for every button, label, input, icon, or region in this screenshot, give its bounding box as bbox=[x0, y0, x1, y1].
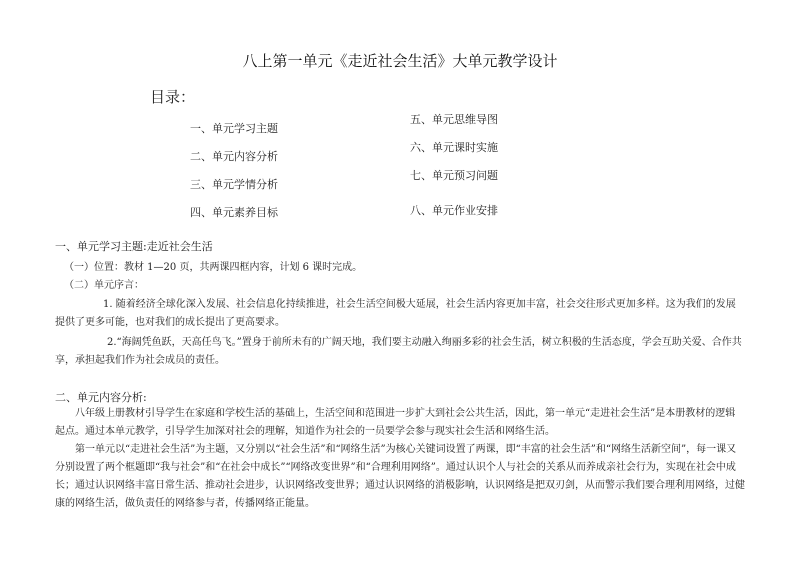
content-paragraph-2: 第一单元以“走进社会生活”为主题，又分别以“社会生活”和“网络生活”为核心关键词设置了两课，即“丰富的社会生活”和“网络生活新空间”，每一课又分别设置了两个框题即“我与社会”和“在社会中成长”“网络改变世界”和“合理利用网络”。通过认识个人与社会的关系从而养成亲社会行为，实现在社会中成长；通过认识网络丰富日常生活、推动社会进步，认识网络改变世界；通过认识网络的消极影响，认识网络是把双刃剑，从而警示我们要合理利用网络，过健康的网络生活，做负责任的网络参与者，传播网络正能量。 bbox=[55, 444, 745, 509]
section2-heading: 二、单元内容分析: bbox=[55, 391, 147, 404]
preface-paragraph-1: 1. 随着经济全球化深入发展、社会信息化持续推进，社会生活空间极大延展，社会生活内容更加丰富，社会交往形式更加多样。这为我们的发展提供了更多可能，也对我们的成长提出了更高要求。 bbox=[55, 299, 736, 328]
section1-heading: 一、单元学习主题:走近社会生活 bbox=[55, 240, 213, 253]
toc-heading: 目录： bbox=[150, 88, 196, 106]
document-title: 八上第一单元《走近社会生活》大单元教学设计 bbox=[242, 52, 558, 70]
toc-item-3: 三、单元学情分析 bbox=[190, 178, 278, 191]
toc-item-2: 二、单元内容分析 bbox=[190, 150, 278, 163]
content-paragraph-1: 八年级上册教材引导学生在家庭和学校生活的基础上，生活空间和范围进一步扩大到社会公共生活，因此，第一单元“走进社会生活”是本册教材的逻辑起点。通过本单元教学，引导学生加深对社会的理解，知道作为社会的一员要学会参与现实社会生活和网络生活。 bbox=[55, 408, 736, 437]
toc-item-8: 八、单元作业安排 bbox=[410, 204, 498, 217]
toc-item-4: 四、单元素养目标 bbox=[190, 206, 278, 219]
section1-preface-label: （二）单元序言： bbox=[64, 280, 144, 291]
toc-item-1: 一、单元学习主题 bbox=[190, 122, 278, 135]
section1-position: （一）位置：教材 1—20 页，共两课四框内容，计划 6 课时完成。 bbox=[64, 262, 363, 273]
toc-item-5: 五、单元思维导图 bbox=[410, 113, 498, 126]
toc-item-6: 六、单元课时实施 bbox=[410, 141, 498, 154]
toc-item-7: 七、单元预习问题 bbox=[410, 169, 498, 182]
preface-paragraph-2: 2.“海阔凭鱼跃，天高任鸟飞。”置身于前所未有的广阔天地，我们要主动融入绚丽多彩的社会生活，树立积极的生活态度，学会互助关爱、合作共享，承担起我们作为社会成员的责任。 bbox=[55, 337, 742, 366]
